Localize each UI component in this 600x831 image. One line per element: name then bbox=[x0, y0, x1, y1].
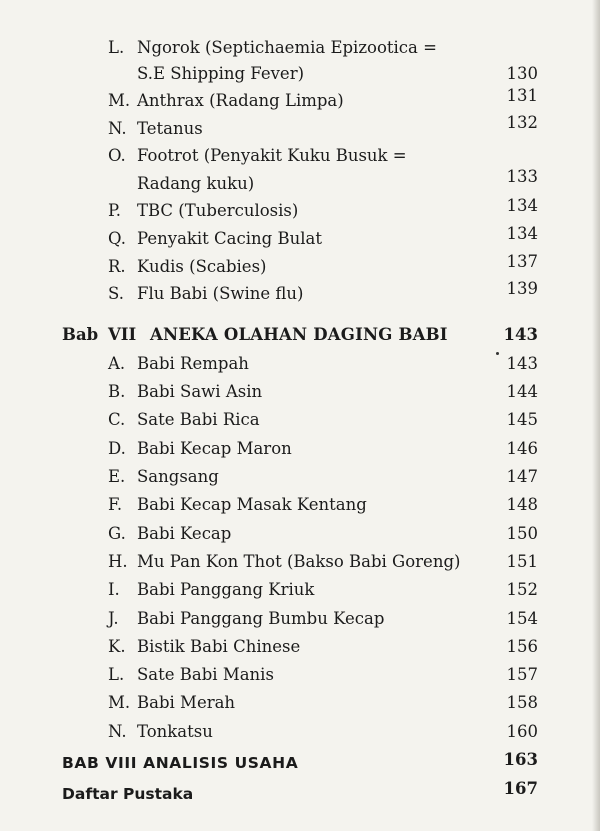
entry-letter: L. bbox=[108, 665, 125, 684]
entry-letter: J. bbox=[108, 609, 119, 628]
entry-letter: M. bbox=[108, 693, 131, 712]
entry-title: Kudis (Scabies) bbox=[137, 257, 267, 276]
entry-title: Babi Kecap Maron bbox=[137, 439, 292, 458]
entry-title: Mu Pan Kon Thot (Bakso Babi Goreng) bbox=[137, 552, 461, 571]
chapter-number: VII bbox=[108, 325, 137, 344]
entry-letter: I. bbox=[108, 580, 120, 599]
entry-title: TBC (Tuberculosis) bbox=[137, 201, 299, 220]
entry-letter: N. bbox=[108, 722, 127, 741]
toc-entry bbox=[0, 279, 600, 312]
entry-title: Radang kuku) bbox=[137, 174, 255, 193]
entry-title: Flu Babi (Swine flu) bbox=[137, 284, 304, 303]
entry-page: 146 bbox=[506, 439, 538, 458]
entry-title: Sangsang bbox=[137, 467, 219, 486]
toc-entry bbox=[0, 410, 600, 438]
entry-letter: N. bbox=[108, 119, 127, 138]
entry-page: 139 bbox=[506, 279, 538, 298]
entry-letter: R. bbox=[108, 257, 126, 276]
entry-page: 133 bbox=[506, 167, 538, 186]
entry-title: Sate Babi Rica bbox=[137, 410, 260, 429]
entry-page: 156 bbox=[506, 637, 538, 656]
entry-title: Penyakit Cacing Bulat bbox=[137, 229, 322, 248]
entry-page: 143 bbox=[506, 354, 538, 373]
entry-letter: O. bbox=[108, 146, 126, 165]
entry-letter: M. bbox=[108, 91, 131, 110]
entry-page: 145 bbox=[506, 410, 538, 429]
entry-title: Babi Merah bbox=[137, 693, 236, 712]
entry-letter: K. bbox=[108, 637, 126, 656]
entry-title: Tonkatsu bbox=[137, 722, 213, 741]
entry-title: S.E Shipping Fever) bbox=[137, 64, 305, 83]
entry-page: 134 bbox=[506, 196, 538, 215]
entry-page: 154 bbox=[506, 609, 538, 628]
entry-page: 150 bbox=[506, 524, 538, 543]
entry-letter: S. bbox=[108, 284, 124, 303]
chapter-page: 163 bbox=[503, 750, 538, 769]
toc-entry bbox=[0, 382, 600, 410]
entry-page: 151 bbox=[506, 552, 538, 571]
entry-title: Babi Sawi Asin bbox=[137, 382, 263, 401]
entry-title: Sate Babi Manis bbox=[137, 665, 274, 684]
entry-letter: F. bbox=[108, 495, 123, 514]
toc-entry bbox=[0, 637, 600, 665]
chapter-title: BAB VIII ANALISIS USAHA bbox=[62, 754, 299, 772]
entry-page: 134 bbox=[506, 224, 538, 243]
entry-letter: D. bbox=[108, 439, 126, 458]
toc-entry bbox=[0, 665, 600, 693]
entry-page: 158 bbox=[506, 693, 538, 712]
toc-entry bbox=[0, 609, 600, 637]
entry-page: 160 bbox=[506, 722, 538, 741]
toc-entry bbox=[0, 467, 600, 495]
entry-letter: E. bbox=[108, 467, 126, 486]
entry-letter: P. bbox=[108, 201, 122, 220]
entry-page: 144 bbox=[506, 382, 538, 401]
chapter-prefix: Bab bbox=[62, 325, 99, 344]
entry-title: Babi Panggang Kriuk bbox=[137, 580, 315, 599]
toc-entry bbox=[0, 439, 600, 467]
entry-page: 152 bbox=[506, 580, 538, 599]
entry-title: Bistik Babi Chinese bbox=[137, 637, 301, 656]
entry-title: Ngorok (Septichaemia Epizootica = bbox=[137, 38, 437, 57]
entry-letter: G. bbox=[108, 524, 126, 543]
chapter-heading bbox=[0, 325, 600, 353]
toc-entry bbox=[0, 495, 600, 523]
entry-title: Footrot (Penyakit Kuku Busuk = bbox=[137, 146, 407, 165]
entry-page: 157 bbox=[506, 665, 538, 684]
toc-entry bbox=[0, 113, 600, 147]
chapter-page: 143 bbox=[503, 325, 538, 344]
bibliography-entry bbox=[0, 779, 600, 813]
toc-entry bbox=[0, 580, 600, 608]
entry-letter: C. bbox=[108, 410, 126, 429]
entry-page: 132 bbox=[506, 113, 538, 132]
entry-page: 137 bbox=[506, 252, 538, 271]
toc-entry bbox=[0, 354, 600, 382]
chapter-title: ANEKA OLAHAN DAGING BABI bbox=[150, 325, 448, 344]
entry-letter: A. bbox=[108, 354, 126, 373]
entry-page: 131 bbox=[506, 86, 538, 105]
toc-entry bbox=[0, 693, 600, 721]
page-edge-shadow bbox=[592, 0, 600, 831]
toc-entry bbox=[0, 38, 600, 66]
entry-letter: B. bbox=[108, 382, 126, 401]
entry-letter: L. bbox=[108, 38, 125, 57]
bibliography-page: 167 bbox=[503, 779, 538, 798]
entry-letter: Q. bbox=[108, 229, 126, 248]
entry-title: Tetanus bbox=[137, 119, 203, 138]
toc-entry bbox=[0, 552, 600, 580]
entry-title: Babi Kecap bbox=[137, 524, 232, 543]
entry-title: Anthrax (Radang Limpa) bbox=[137, 91, 344, 110]
entry-title: Babi Rempah bbox=[137, 354, 249, 373]
entry-page: 148 bbox=[506, 495, 538, 514]
entry-page: 147 bbox=[506, 467, 538, 486]
entry-letter: H. bbox=[108, 552, 128, 571]
bibliography-title: Daftar Pustaka bbox=[62, 785, 194, 803]
chapter-heading bbox=[0, 750, 600, 782]
entry-title: Babi Kecap Masak Kentang bbox=[137, 495, 367, 514]
toc-entry bbox=[0, 722, 600, 750]
toc-entry bbox=[0, 524, 600, 552]
entry-page: 130 bbox=[506, 64, 538, 83]
entry-title: Babi Panggang Bumbu Kecap bbox=[137, 609, 385, 628]
